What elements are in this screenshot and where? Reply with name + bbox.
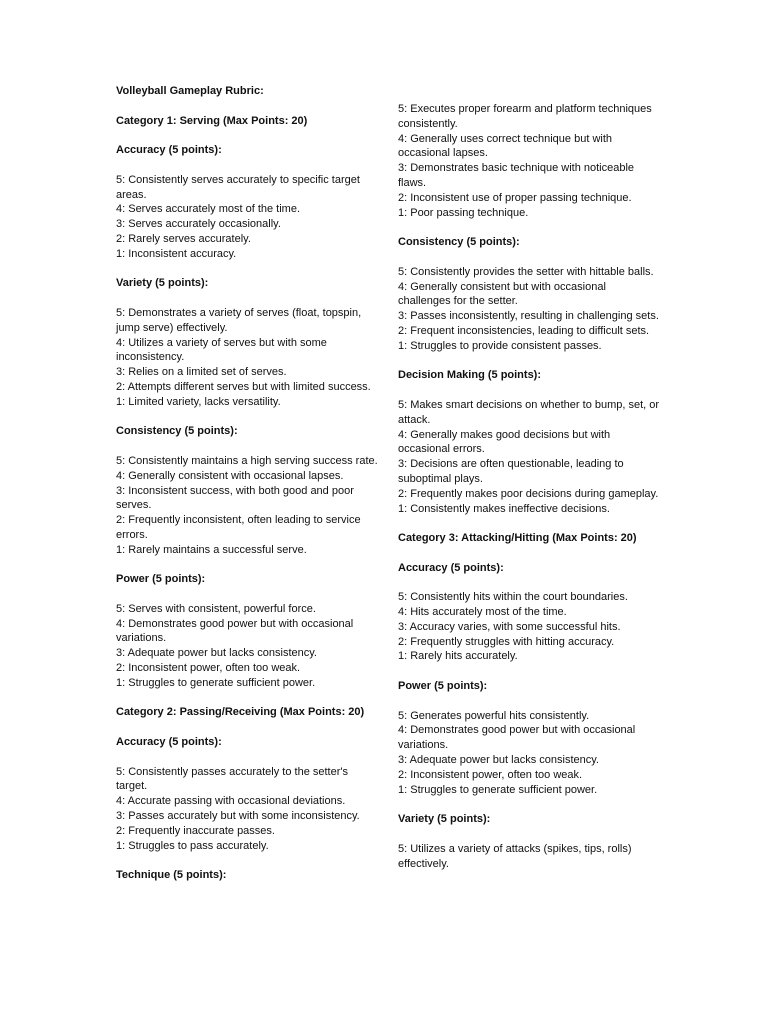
rubric-line: 1: Struggles to pass accurately. xyxy=(116,839,269,852)
paragraph-gap xyxy=(116,558,378,573)
rubric-line: 1: Rarely hits accurately. xyxy=(398,650,518,663)
rubric-line: 1: Rarely maintains a successful serve. xyxy=(116,543,307,556)
rubric-line: 5: Consistently maintains a high serving success rate. xyxy=(116,454,378,467)
left-column xyxy=(116,84,378,883)
rubric-line: 1: Struggles to provide consistent passes. xyxy=(398,339,602,352)
rubric-line: 1: Poor passing technique. xyxy=(398,206,529,219)
rubric-line: 5: Generates powerful hits consistently. xyxy=(398,709,590,722)
rubric-line: 2: Frequently inconsistent, often leading to service errors. xyxy=(116,514,361,541)
rubric-line: 1: Inconsistent accuracy. xyxy=(116,247,237,260)
rubric-line: 4: Generally consistent with occasional lapses. xyxy=(116,469,344,482)
paragraph-gap xyxy=(398,827,660,842)
rubric-line: 4: Demonstrates good power but with occasional variations. xyxy=(398,724,636,752)
rubric-line: 4: Utilizes a variety of serves but with some inconsistency. xyxy=(116,336,327,364)
rubric-line: 5: Makes smart decisions on whether to bump, set, or attack. xyxy=(398,398,660,426)
rubric-line: 1: Consistently makes ineffective decisions. xyxy=(398,502,610,515)
rubric-line: 4: Generally consistent but with occasional challenges for the setter. xyxy=(398,280,606,308)
rubric-line: 4: Generally makes good decisions but with occasional errors. xyxy=(398,428,611,456)
section-heading: Accuracy (5 points): xyxy=(398,561,504,574)
rubric-line: 1: Limited variety, lacks versatility. xyxy=(116,395,281,408)
section-heading: Power (5 points): xyxy=(116,573,206,586)
paragraph-gap xyxy=(398,250,660,265)
section-heading: Variety (5 points): xyxy=(398,813,491,826)
paragraph-gap xyxy=(116,439,378,454)
rubric-line: 2: Frequently makes poor decisions during gameplay. xyxy=(398,487,659,500)
rubric-line: 3: Inconsistent success, with both good and poor serves. xyxy=(116,484,354,512)
rubric-line: 5: Utilizes a variety of attacks (spikes, tips, rolls) effectively. xyxy=(398,842,632,870)
rubric-line: 3: Demonstrates basic technique with noticeable flaws. xyxy=(398,162,635,189)
right-column xyxy=(398,102,660,871)
paragraph-gap xyxy=(398,576,660,591)
section-heading: Accuracy (5 points): xyxy=(116,736,222,749)
paragraph-gap xyxy=(398,664,660,679)
rubric-line: 4: Hits accurately most of the time. xyxy=(398,606,567,619)
rubric-line: 3: Accuracy varies, with some successful hits. xyxy=(398,620,621,633)
rubric-line: 5: Serves with consistent, powerful force. xyxy=(116,602,316,615)
paragraph-gap xyxy=(398,383,660,398)
section-heading: Category 1: Serving (Max Points: 20) xyxy=(116,114,308,127)
paragraph-gap xyxy=(116,587,378,602)
rubric-line: 5: Consistently hits within the court boundaries. xyxy=(398,591,628,604)
section-heading: Category 2: Passing/Receiving (Max Points: 20) xyxy=(116,706,365,719)
rubric-line: 5: Consistently passes accurately to the setter's target. xyxy=(116,765,348,793)
section-heading: Power (5 points): xyxy=(398,680,488,693)
rubric-line: 1: Struggles to generate sufficient power. xyxy=(398,783,598,796)
rubric-line: 4: Serves accurately most of the time. xyxy=(116,203,301,216)
rubric-line: 3: Passes inconsistently, resulting in challenging sets. xyxy=(398,310,659,323)
rubric-line: 5: Demonstrates a variety of serves (float, topspin, jump serve) effectively. xyxy=(116,306,362,334)
rubric-line: 1: Struggles to generate sufficient power. xyxy=(116,676,316,689)
paragraph-gap xyxy=(116,750,378,765)
rubric-line: 4: Accurate passing with occasional deviations. xyxy=(116,795,346,808)
paragraph-gap xyxy=(398,694,660,709)
section-heading: Volleyball Gameplay Rubric: xyxy=(116,85,264,97)
paragraph-gap xyxy=(398,546,660,561)
rubric-line: 3: Relies on a limited set of serves. xyxy=(116,366,287,379)
rubric-line: 2: Inconsistent use of proper passing technique. xyxy=(398,191,632,204)
paragraph-gap xyxy=(116,720,378,735)
section-heading: Technique (5 points): xyxy=(116,869,227,882)
section-heading: Accuracy (5 points): xyxy=(116,144,222,157)
rubric-line: 5: Consistently provides the setter with hittable balls. xyxy=(398,265,654,278)
section-heading: Decision Making (5 points): xyxy=(398,369,542,382)
paragraph-gap xyxy=(116,158,378,173)
paragraph-gap xyxy=(116,691,378,706)
rubric-line: 2: Frequently inaccurate passes. xyxy=(116,824,275,837)
paragraph-gap xyxy=(398,354,660,369)
rubric-line: 2: Frequently struggles with hitting accuracy. xyxy=(398,635,615,648)
rubric-line: 2: Attempts different serves but with limited success. xyxy=(116,380,371,393)
section-heading: Variety (5 points): xyxy=(116,277,209,290)
paragraph-gap xyxy=(116,410,378,425)
rubric-line: 5: Executes proper forearm and platform techniques consistently. xyxy=(398,103,652,130)
rubric-line: 4: Generally uses correct technique but with occasional lapses. xyxy=(398,132,613,160)
rubric-line: 2: Inconsistent power, often too weak. xyxy=(116,662,301,675)
section-heading: Consistency (5 points): xyxy=(398,236,520,249)
paragraph-gap xyxy=(116,262,378,277)
section-heading: Category 3: Attacking/Hitting (Max Points: 20) xyxy=(398,532,637,545)
paragraph-gap xyxy=(116,291,378,306)
paragraph-gap xyxy=(116,99,378,114)
paragraph-gap xyxy=(398,516,660,531)
paragraph-gap xyxy=(398,797,660,812)
paragraph-gap xyxy=(398,220,660,235)
rubric-line: 3: Passes accurately but with some inconsistency. xyxy=(116,810,360,823)
rubric-line: 2: Frequent inconsistencies, leading to difficult sets. xyxy=(398,324,650,337)
rubric-line: 3: Adequate power but lacks consistency. xyxy=(398,754,599,767)
rubric-line: 3: Serves accurately occasionally. xyxy=(116,218,281,231)
section-heading: Consistency (5 points): xyxy=(116,425,238,438)
rubric-line: 5: Consistently serves accurately to specific target areas. xyxy=(116,173,360,201)
rubric-line: 2: Rarely serves accurately. xyxy=(116,232,251,245)
rubric-line: 3: Decisions are often questionable, leading to suboptimal plays. xyxy=(398,458,624,485)
paragraph-gap xyxy=(116,853,378,868)
rubric-line: 2: Inconsistent power, often too weak. xyxy=(398,768,583,781)
paragraph-gap xyxy=(116,128,378,143)
rubric-line: 4: Demonstrates good power but with occasional variations. xyxy=(116,617,354,645)
rubric-line: 3: Adequate power but lacks consistency. xyxy=(116,647,317,660)
